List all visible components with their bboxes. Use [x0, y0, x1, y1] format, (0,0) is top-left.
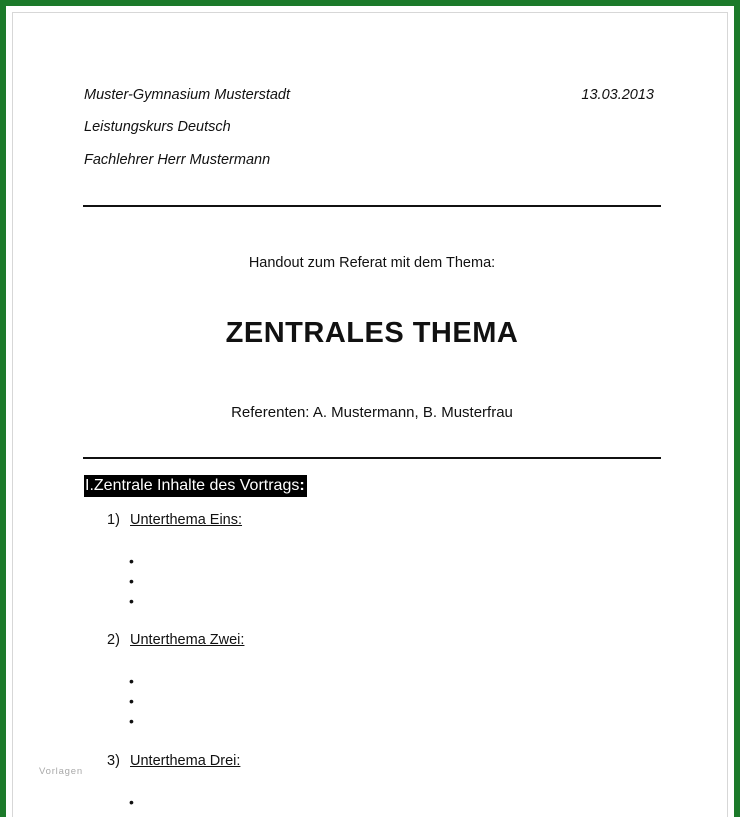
- document-date: 13.03.2013: [581, 87, 654, 103]
- speakers-line: Referenten: A. Mustermann, B. Musterfrau: [231, 404, 513, 421]
- bullet-point: •: [129, 553, 134, 569]
- intro-text: Handout zum Referat mit dem Thema:: [248, 255, 496, 271]
- teacher-name: Fachlehrer Herr Mustermann: [84, 152, 271, 168]
- bullet-point: •: [129, 713, 134, 729]
- section-heading-colon: :: [299, 477, 305, 494]
- subtopic-label: Unterthema Drei:: [130, 753, 241, 769]
- watermark: Vorlagen: [39, 766, 83, 777]
- bullet-point: •: [129, 794, 134, 810]
- subtopic-number: 3): [107, 753, 120, 769]
- subtopic-label: Unterthema Zwei:: [130, 632, 245, 648]
- section-heading: [84, 475, 307, 497]
- school-name: Muster-Gymnasium Musterstadt: [84, 87, 291, 103]
- subtopic-number: 2): [107, 632, 120, 648]
- subtopic-1: [107, 512, 242, 528]
- bullet-point: •: [129, 593, 134, 609]
- main-title: ZENTRALES THEMA: [225, 317, 519, 349]
- subtopic-number: 1): [107, 512, 120, 528]
- subtopic-label: Unterthema Eins:: [130, 512, 243, 528]
- title-divider: [83, 457, 661, 459]
- bullet-point: •: [129, 693, 134, 709]
- course-name: Leistungskurs Deutsch: [84, 119, 231, 135]
- subtopic-3: [107, 753, 240, 769]
- header-divider: [83, 205, 661, 207]
- bullet-point: •: [129, 673, 134, 689]
- section-heading-text: I.Zentrale Inhalte des Vortrags: [85, 477, 300, 494]
- subtopic-2: [107, 632, 244, 648]
- bullet-point: •: [129, 573, 134, 589]
